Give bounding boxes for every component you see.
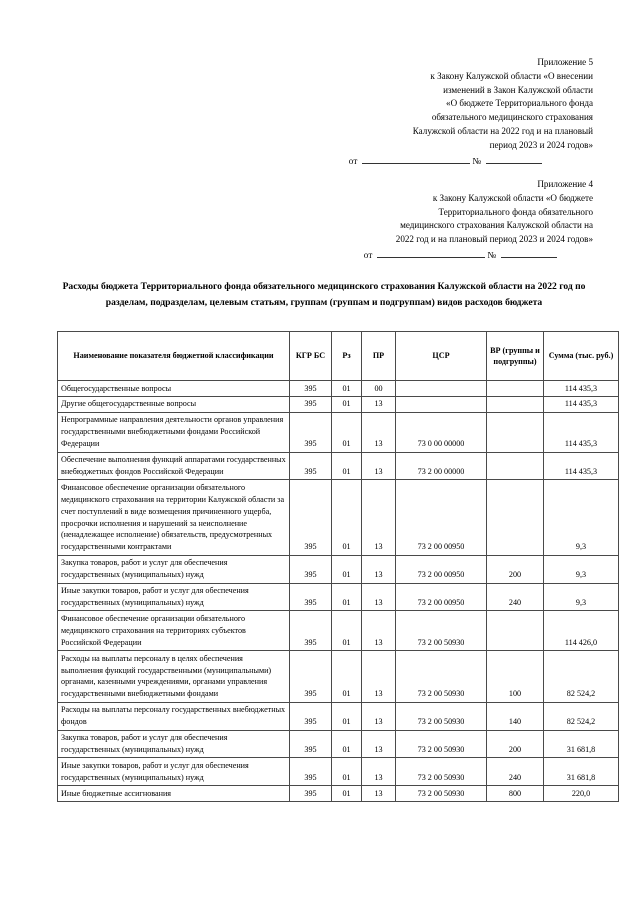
cell-sum: 114 426,0 [544,611,619,651]
cell-csr: 73 2 00 50930 [396,611,487,651]
cell-sum: 9,3 [544,555,619,583]
cell-pr: 13 [362,396,396,412]
cell-indicator-name: Расходы на выплаты персоналу в целях обеспечения выполнения функций государственными (муниципальными) органами, казенными учреждениями, органами управления государственными внебюджетными фондами [58,651,290,703]
budget-table [57,331,619,802]
cell-rz: 01 [332,758,362,786]
cell-csr [396,396,487,412]
appendix-5-line-3: «О бюджете Территориального фонда [446,98,593,109]
table-row [58,651,619,703]
column-header-vr-line-3: подгруппы) [493,357,537,366]
cell-sum: 82 524,2 [544,651,619,703]
cell-vr: 200 [487,555,544,583]
cell-sum: 9,3 [544,583,619,611]
cell-csr: 73 2 00 50930 [396,786,487,802]
cell-kgrbs: 395 [290,396,332,412]
cell-indicator-name: Общегосударственные вопросы [58,381,290,397]
cell-vr: 800 [487,786,544,802]
appendix-4-title: Приложение 4 [537,179,593,189]
cell-rz: 01 [332,381,362,397]
cell-sum: 114 435,3 [544,412,619,452]
table-header [58,332,619,381]
cell-indicator-name: Иные закупки товаров, работ и услуг для обеспечения государственных (муниципальных) нужд [58,583,290,611]
cell-csr: 73 2 00 50930 [396,651,487,703]
cell-sum: 114 435,3 [544,396,619,412]
cell-vr [487,480,544,555]
appendix-4-reference [330,178,593,263]
cell-sum: 220,0 [544,786,619,802]
cell-kgrbs: 395 [290,651,332,703]
cell-indicator-name: Расходы на выплаты персоналу государственных внебюджетных фондов [58,702,290,730]
cell-kgrbs: 395 [290,452,332,480]
cell-rz: 01 [332,786,362,802]
appendix-4-line-3: медицинского страхования Калужской области на [400,220,593,231]
appendix-4-line-4: 2022 год и на плановый период 2023 и 2024 годов» [395,234,593,245]
column-header-pr: ПР [362,332,396,381]
appendix-5-line-2: изменений в Закон Калужской области [443,84,593,95]
column-header-sum-line-2: (тыс. руб.) [575,351,614,361]
appendix-4-date-blank[interactable] [377,250,485,258]
cell-vr [487,452,544,480]
table-row [58,730,619,758]
cell-vr [487,381,544,397]
appendix-5-number-label: № [472,155,482,166]
cell-vr: 200 [487,730,544,758]
cell-sum: 82 524,2 [544,702,619,730]
appendix-5-line-6: период 2023 и 2024 годов» [489,139,593,150]
cell-rz: 01 [332,611,362,651]
cell-kgrbs: 395 [290,555,332,583]
cell-pr: 13 [362,730,396,758]
column-header-vr-line-1: ВР (группы [490,345,534,355]
cell-indicator-name: Непрограммные направления деятельности органов управления государственными внебюджетными фондами Российской Федерации [58,412,290,452]
column-header-vr-line-2: и [535,345,540,355]
cell-rz: 01 [332,396,362,412]
table-body [58,381,619,802]
cell-sum: 114 435,3 [544,452,619,480]
cell-pr: 13 [362,651,396,703]
appendix-5-number-blank[interactable] [486,155,542,163]
cell-rz: 01 [332,702,362,730]
cell-rz: 01 [332,730,362,758]
cell-pr: 13 [362,480,396,555]
appendix-5-line-5: Калужской области на 2022 год и на плановый [412,126,593,137]
cell-kgrbs: 395 [290,702,332,730]
appendix-5-from-label: от [348,155,358,166]
cell-indicator-name: Закупка товаров, работ и услуг для обеспечения государственных (муниципальных) нужд [58,555,290,583]
cell-pr: 13 [362,758,396,786]
cell-kgrbs: 395 [290,758,332,786]
table-row [58,412,619,452]
cell-rz: 01 [332,412,362,452]
cell-kgrbs: 395 [290,480,332,555]
appendix-5-title: Приложение 5 [537,57,593,67]
cell-pr: 13 [362,583,396,611]
table-row [58,611,619,651]
appendix-4-signature-line [330,249,593,263]
cell-pr: 13 [362,702,396,730]
table-row [58,702,619,730]
cell-csr: 73 2 00 50930 [396,758,487,786]
table-header-row [58,332,619,381]
cell-csr: 73 0 00 00000 [396,412,487,452]
cell-pr: 13 [362,786,396,802]
appendix-4-line-2: Территориального фонда обязательного [438,206,593,217]
cell-csr: 73 2 00 50930 [396,730,487,758]
cell-indicator-name: Другие общегосударственные вопросы [58,396,290,412]
table-row [58,381,619,397]
cell-sum: 9,3 [544,480,619,555]
column-header-csr: ЦСР [396,332,487,381]
budget-table-container [57,331,614,802]
column-header-name-line-2: классификации [215,351,274,361]
cell-kgrbs: 395 [290,730,332,758]
table-row [58,396,619,412]
table-row [58,452,619,480]
cell-vr: 140 [487,702,544,730]
cell-vr [487,611,544,651]
cell-rz: 01 [332,452,362,480]
table-row [58,583,619,611]
column-header-rz: Рз [332,332,362,381]
cell-rz: 01 [332,480,362,555]
cell-indicator-name: Финансовое обеспечение организации обязательного медицинского страхования на территориях субъектов Российской Федерации [58,611,290,651]
appendix-4-number-blank[interactable] [501,250,557,258]
appendix-5-line-1: к Закону Калужской области «О внесении [430,70,593,81]
appendix-4-from-label: от [363,250,373,261]
appendix-5-reference [300,56,593,169]
cell-indicator-name: Обеспечение выполнения функций аппаратами государственных внебюджетных фондов Российской Федерации [58,452,290,480]
appendix-4-line-1: к Закону Калужской области «О бюджете [432,192,593,203]
cell-indicator-name: Финансовое обеспечение организации обязательного медицинского страхования на территории Калужской области за счет поступлений в виде возмещения причиненного ущерба, просрочки исполнения и нарушений за неисполнение (ненадлежащее исполнение) обязательств, предусмотренных государственными контрактами [58,480,290,555]
cell-pr: 13 [362,412,396,452]
cell-csr: 73 2 00 50930 [396,702,487,730]
cell-sum: 31 681,8 [544,730,619,758]
cell-csr: 73 2 00 00950 [396,480,487,555]
cell-csr [396,381,487,397]
cell-rz: 01 [332,555,362,583]
cell-indicator-name: Закупка товаров, работ и услуг для обеспечения государственных (муниципальных) нужд [58,730,290,758]
cell-pr: 13 [362,555,396,583]
column-header-sum-line-1: Сумма [548,351,574,361]
cell-vr: 240 [487,758,544,786]
cell-sum: 114 435,3 [544,381,619,397]
cell-rz: 01 [332,651,362,703]
appendix-5-line-4: обязательного медицинского страхования [431,112,593,123]
page-title: Расходы бюджета Территориального фонда обязательного медицинского страхования Калужской области на 2022 год по разделам, подразделам, целевым статьям, группам (группам и подгруппам) видов расходов бюджета [62,281,586,308]
table-row [58,758,619,786]
column-header-name-line-1: Наименование показателя бюджетной [73,351,214,361]
appendix-5-date-blank[interactable] [362,155,470,163]
cell-vr [487,396,544,412]
appendix-5-signature-line [300,155,593,169]
cell-sum: 31 681,8 [544,758,619,786]
table-row [58,555,619,583]
column-header-kgrbs: КГР БС [290,332,332,381]
cell-vr: 240 [487,583,544,611]
cell-vr: 100 [487,651,544,703]
cell-indicator-name: Иные бюджетные ассигнования [58,786,290,802]
cell-pr: 00 [362,381,396,397]
cell-pr: 13 [362,452,396,480]
column-header-vr [487,332,544,381]
cell-kgrbs: 395 [290,611,332,651]
table-row [58,786,619,802]
cell-kgrbs: 395 [290,412,332,452]
cell-indicator-name: Иные закупки товаров, работ и услуг для обеспечения государственных (муниципальных) нужд [58,758,290,786]
cell-csr: 73 2 00 00000 [396,452,487,480]
cell-rz: 01 [332,583,362,611]
column-header-sum [544,332,619,381]
column-header-name [58,332,290,381]
table-row [58,480,619,555]
appendix-4-number-label: № [487,250,497,261]
cell-kgrbs: 395 [290,786,332,802]
cell-kgrbs: 395 [290,381,332,397]
cell-vr [487,412,544,452]
cell-csr: 73 2 00 00950 [396,555,487,583]
cell-pr: 13 [362,611,396,651]
cell-kgrbs: 395 [290,583,332,611]
cell-csr: 73 2 00 00950 [396,583,487,611]
